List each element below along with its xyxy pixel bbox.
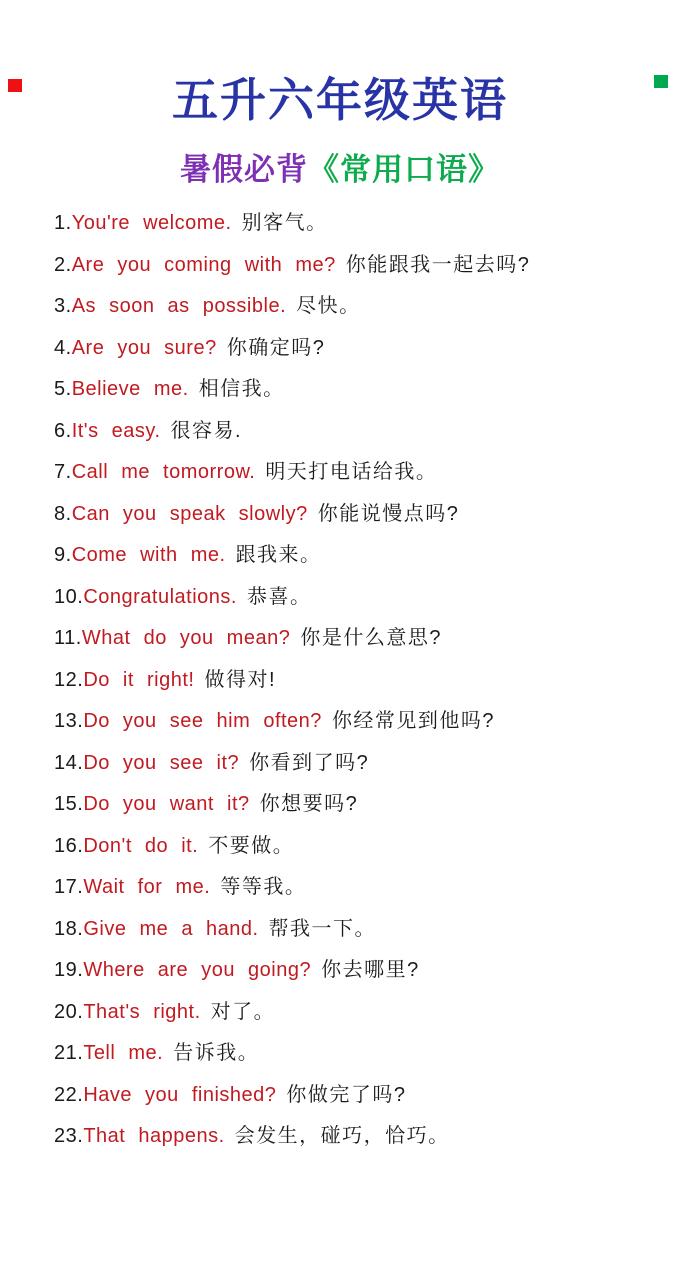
page-subtitle bbox=[0, 148, 680, 192]
item-number: 17. bbox=[54, 876, 84, 898]
item-chinese-translation: 你能跟我一起去吗? bbox=[345, 253, 531, 276]
item-english-phrase: Can you speak slowly? bbox=[71, 502, 308, 525]
list-item bbox=[54, 245, 660, 287]
item-chinese-translation: 会发生，碰巧，恰巧。 bbox=[234, 1125, 450, 1147]
list-item bbox=[54, 577, 660, 619]
item-english-phrase: Do you see him often? bbox=[83, 710, 322, 732]
item-english-phrase: What do you mean? bbox=[81, 627, 291, 649]
list-item bbox=[54, 286, 660, 328]
item-english-phrase: Do it right! bbox=[83, 668, 195, 691]
item-english-phrase: Are you sure? bbox=[71, 336, 217, 359]
item-english-phrase: Where are you going? bbox=[83, 959, 312, 981]
item-chinese-translation: 你能说慢点吗? bbox=[317, 502, 460, 525]
item-number: 13. bbox=[54, 710, 84, 732]
list-item bbox=[54, 1033, 660, 1075]
list-item bbox=[54, 743, 660, 785]
item-english-phrase: Don't do it. bbox=[83, 834, 199, 857]
list-item bbox=[54, 1116, 660, 1158]
item-english-phrase: As soon as possible. bbox=[71, 295, 287, 317]
list-item bbox=[54, 535, 660, 577]
item-number: 6. bbox=[54, 419, 72, 442]
list-item bbox=[54, 950, 660, 992]
item-chinese-translation: 很容易. bbox=[170, 419, 243, 442]
item-english-phrase: Do you want it? bbox=[83, 793, 250, 815]
item-chinese-translation: 你做完了吗? bbox=[286, 1083, 407, 1106]
item-number: 19. bbox=[54, 959, 84, 981]
item-number: 1. bbox=[54, 212, 72, 234]
item-number: 15. bbox=[54, 793, 84, 815]
item-number: 7. bbox=[54, 461, 72, 483]
item-chinese-translation: 明天打电话给我。 bbox=[265, 461, 438, 483]
subtitle-green-text: 《常用口语》 bbox=[308, 152, 500, 187]
item-chinese-translation: 对了。 bbox=[210, 1000, 276, 1023]
item-english-phrase: Are you coming with me? bbox=[71, 253, 336, 276]
list-item bbox=[54, 411, 660, 453]
item-chinese-translation: 告诉我。 bbox=[173, 1042, 260, 1064]
item-number: 23. bbox=[54, 1125, 84, 1147]
item-number: 12. bbox=[54, 668, 84, 691]
item-english-phrase: Believe me. bbox=[71, 378, 189, 400]
list-item bbox=[54, 369, 660, 411]
item-chinese-translation: 等等我。 bbox=[220, 876, 307, 898]
item-number: 18. bbox=[54, 917, 84, 940]
list-item bbox=[54, 452, 660, 494]
item-chinese-translation: 恭喜。 bbox=[246, 585, 312, 608]
item-chinese-translation: 跟我来。 bbox=[235, 544, 322, 566]
item-chinese-translation: 别客气。 bbox=[241, 212, 328, 234]
item-number: 4. bbox=[54, 336, 72, 359]
item-chinese-translation: 帮我一下。 bbox=[268, 917, 377, 940]
item-chinese-translation: 你是什么意思? bbox=[300, 627, 442, 649]
list-item bbox=[54, 618, 660, 660]
item-number: 16. bbox=[54, 834, 84, 857]
item-chinese-translation: 不要做。 bbox=[208, 834, 295, 857]
item-english-phrase: That's right. bbox=[83, 1000, 201, 1023]
item-english-phrase: That happens. bbox=[83, 1125, 225, 1147]
item-chinese-translation: 你经常见到他吗? bbox=[331, 710, 496, 732]
item-chinese-translation: 你去哪里? bbox=[321, 959, 420, 981]
item-english-phrase: You're welcome. bbox=[71, 212, 232, 234]
item-chinese-translation: 尽快。 bbox=[296, 295, 361, 317]
item-english-phrase: Have you finished? bbox=[83, 1083, 277, 1106]
item-english-phrase: It's easy. bbox=[71, 419, 161, 442]
phrase-list bbox=[0, 203, 680, 1158]
item-chinese-translation: 相信我。 bbox=[198, 378, 285, 400]
list-item bbox=[54, 826, 660, 868]
item-number: 3. bbox=[54, 295, 72, 317]
item-english-phrase: Give me a hand. bbox=[83, 917, 259, 940]
item-number: 11. bbox=[54, 627, 82, 649]
item-number: 9. bbox=[54, 544, 72, 566]
list-item bbox=[54, 1075, 660, 1117]
item-english-phrase: Congratulations. bbox=[83, 585, 237, 608]
subtitle-purple-text: 暑假必背 bbox=[180, 152, 308, 187]
item-number: 14. bbox=[54, 751, 84, 774]
item-english-phrase: Come with me. bbox=[71, 544, 226, 566]
list-item bbox=[54, 992, 660, 1034]
item-number: 10. bbox=[54, 585, 84, 608]
list-item bbox=[54, 701, 660, 743]
red-corner-mark bbox=[8, 79, 22, 92]
item-number: 2. bbox=[54, 253, 72, 276]
list-item bbox=[54, 660, 660, 702]
item-english-phrase: Wait for me. bbox=[83, 876, 211, 898]
item-chinese-translation: 你看到了吗? bbox=[249, 751, 370, 774]
item-chinese-translation: 你想要吗? bbox=[259, 793, 359, 815]
item-english-phrase: Call me tomorrow. bbox=[71, 461, 256, 483]
item-number: 22. bbox=[54, 1083, 84, 1106]
item-number: 21. bbox=[54, 1042, 84, 1064]
list-item bbox=[54, 494, 660, 536]
list-item bbox=[54, 784, 660, 826]
list-item bbox=[54, 328, 660, 370]
list-item bbox=[54, 909, 660, 951]
item-english-phrase: Tell me. bbox=[83, 1042, 164, 1064]
item-number: 5. bbox=[54, 378, 72, 400]
list-item bbox=[54, 203, 660, 245]
item-chinese-translation: 做得对! bbox=[204, 668, 277, 691]
green-corner-mark bbox=[654, 75, 668, 88]
item-english-phrase: Do you see it? bbox=[83, 751, 240, 774]
item-number: 8. bbox=[54, 502, 72, 525]
list-item bbox=[54, 867, 660, 909]
item-chinese-translation: 你确定吗? bbox=[226, 336, 326, 359]
item-number: 20. bbox=[54, 1000, 84, 1023]
page-title: 五升六年级英语 bbox=[172, 74, 508, 126]
